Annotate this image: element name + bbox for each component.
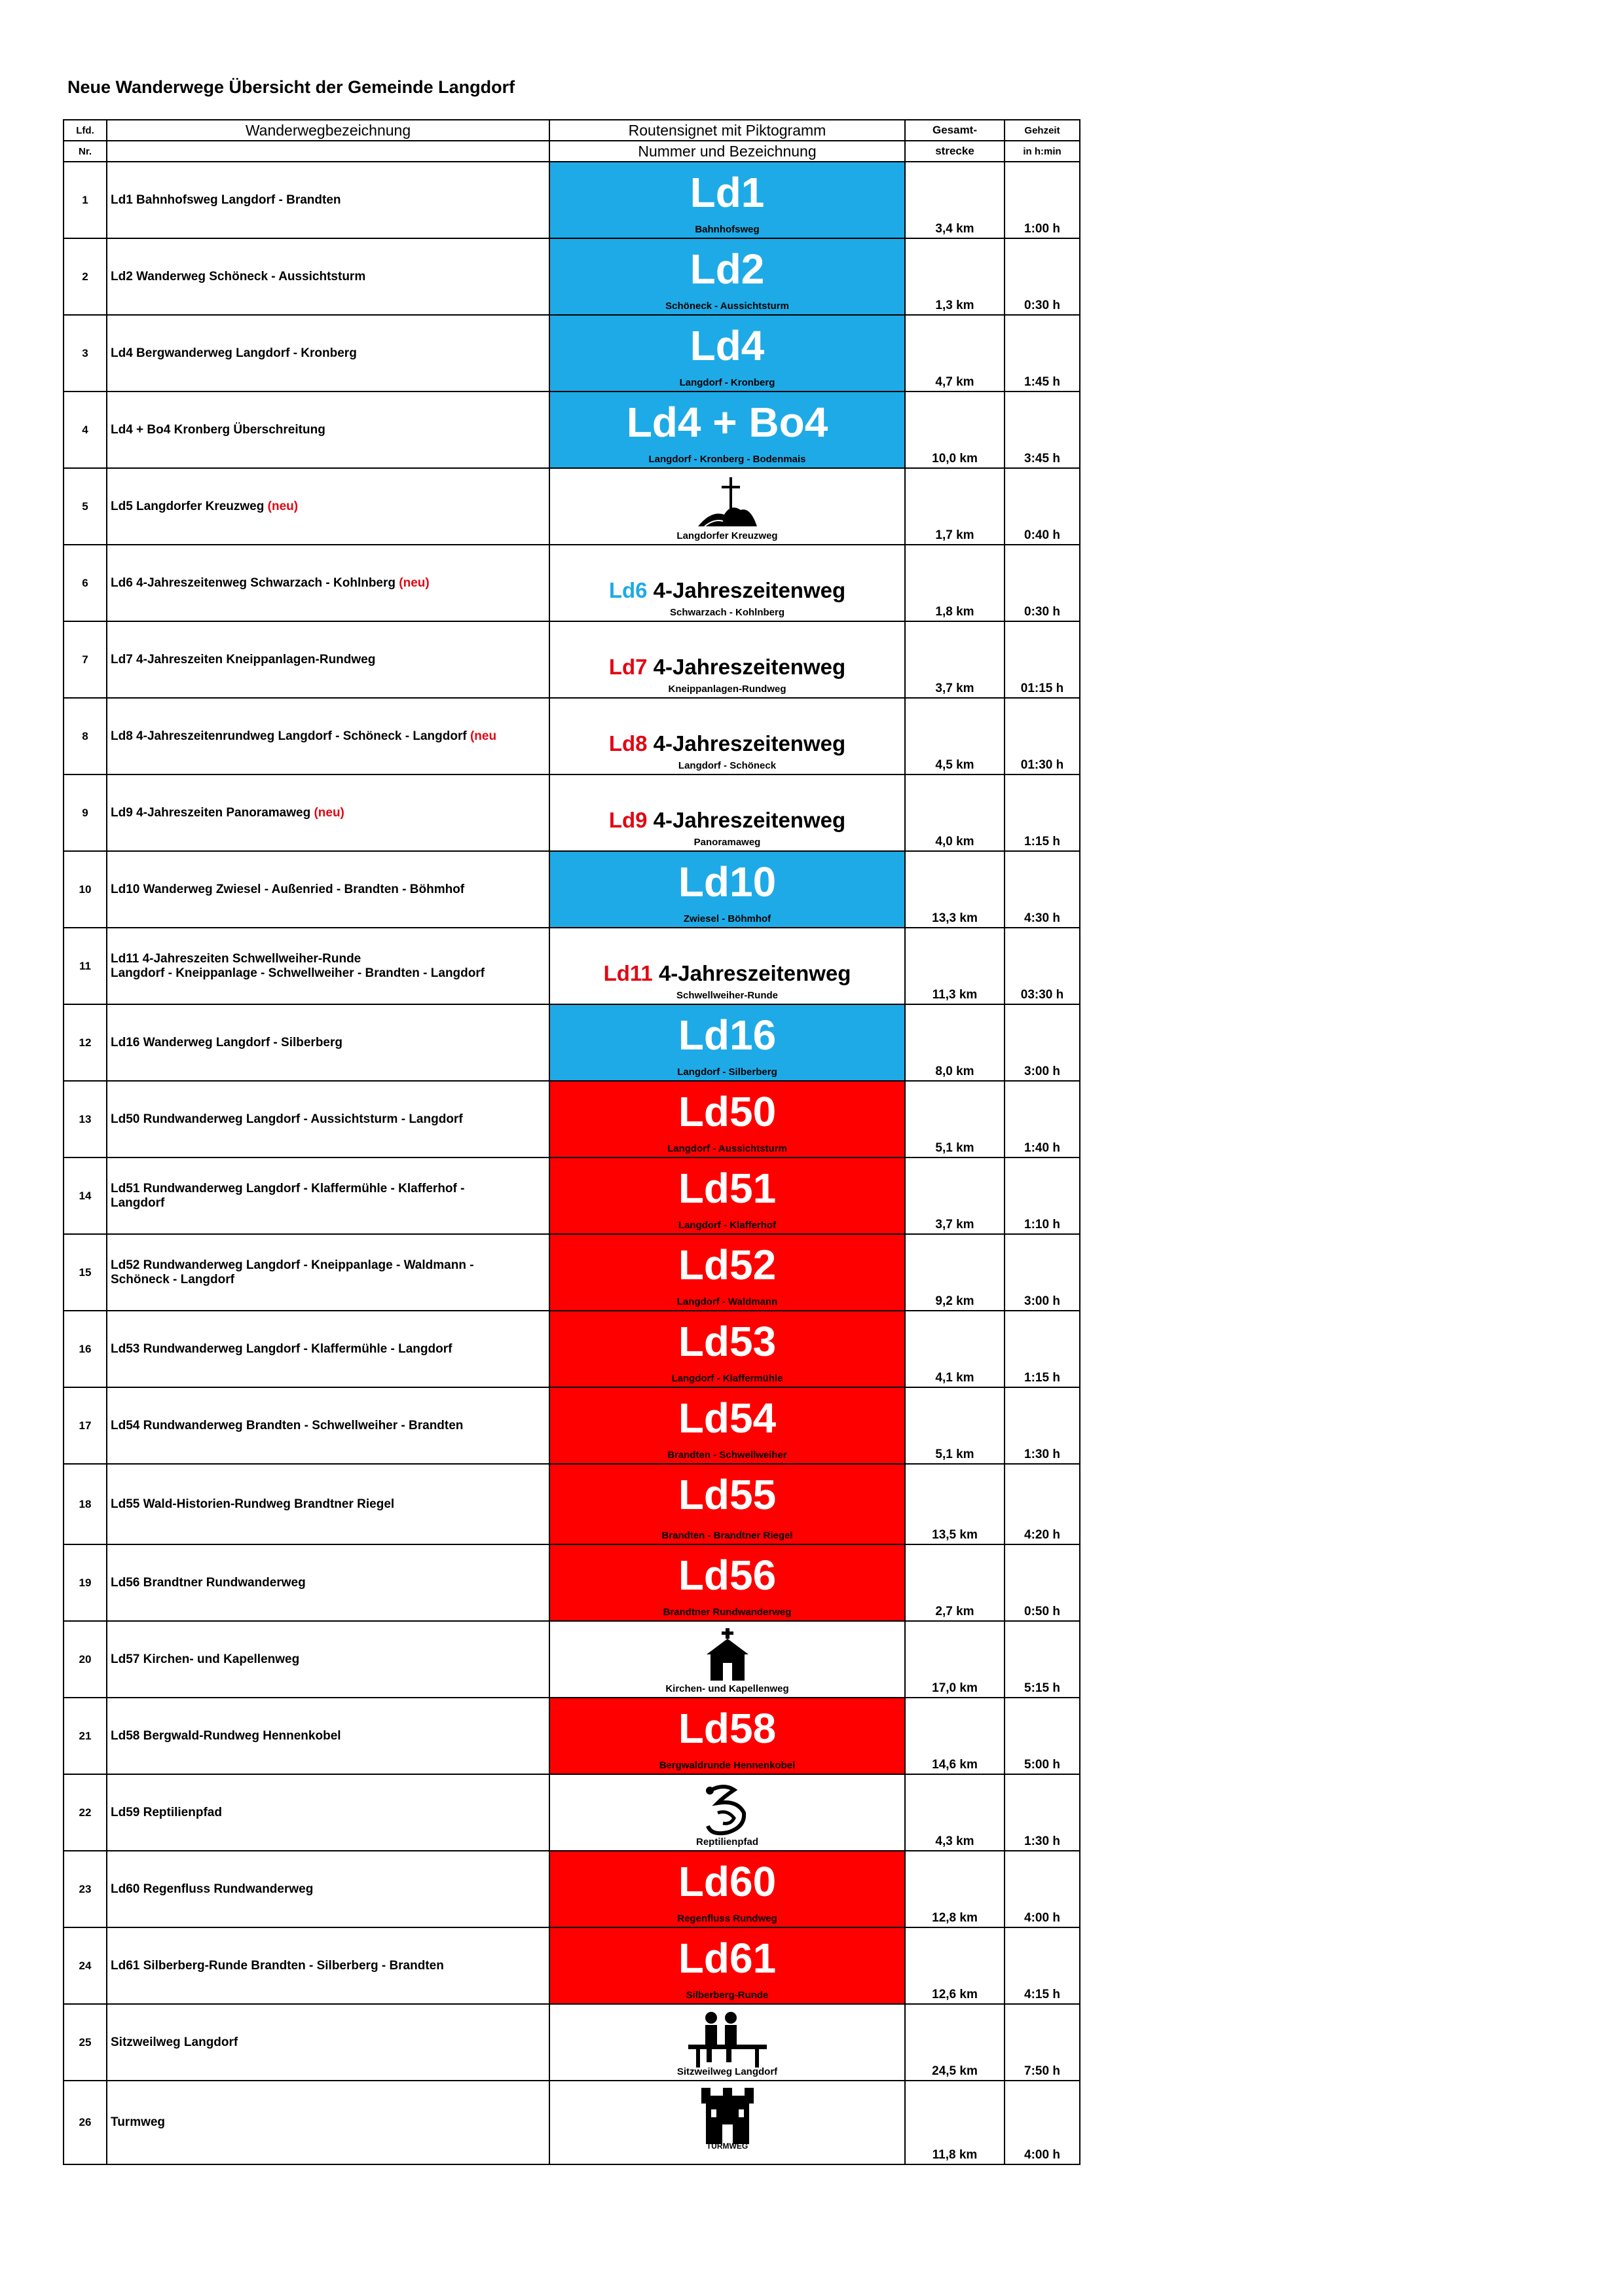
route-sign <box>549 1621 905 1698</box>
route-subtitle: Zwiesel - Böhmhof <box>683 913 771 924</box>
trail-name-text: Sitzweilweg Langdorf <box>111 2035 238 2049</box>
route-subtitle: Kirchen- und Kapellenweg <box>665 1683 789 1694</box>
total-distance: 12,8 km <box>905 1851 1005 1927</box>
route-label <box>550 655 904 680</box>
trail-name <box>107 468 549 545</box>
trail-name-line2: Schöneck - Langdorf <box>111 1272 234 1286</box>
walking-time: 0:40 h <box>1005 468 1080 545</box>
trail-name-text: Ld58 Bergwald-Rundweg Hennenkobel <box>111 1728 341 1743</box>
table-row <box>64 315 1080 392</box>
row-number: 26 <box>64 2081 107 2164</box>
total-distance: 12,6 km <box>905 1927 1005 2004</box>
trail-name <box>107 392 549 468</box>
route-sign <box>549 315 905 392</box>
table-row <box>64 928 1080 1004</box>
trail-name <box>107 1387 549 1464</box>
route-code: Ld2 <box>690 246 765 293</box>
route-subtitle: Sitzweilweg Langdorf <box>676 2066 778 2077</box>
bench-people-icon <box>550 2010 904 2072</box>
route-subtitle: Regenfluss Rundweg <box>677 1913 777 1924</box>
trail-name <box>107 2004 549 2081</box>
total-distance: 13,3 km <box>905 851 1005 928</box>
walking-time: 1:30 h <box>1005 1387 1080 1464</box>
header-nr: Nr. <box>64 141 107 162</box>
trail-name-text: Ld60 Regenfluss Rundwanderweg <box>111 1882 314 1896</box>
trail-name-text: Ld51 Rundwanderweg Langdorf - Klaffermühle - Klafferhof - <box>111 1181 465 1195</box>
route-subtitle: Langdorf - Silberberg <box>677 1066 777 1078</box>
walking-time: 1:10 h <box>1005 1157 1080 1234</box>
trail-name <box>107 1464 549 1544</box>
route-sign <box>549 392 905 468</box>
row-number: 14 <box>64 1157 107 1234</box>
route-code: Ld4 <box>690 322 765 369</box>
trail-name <box>107 1004 549 1081</box>
table-row <box>64 698 1080 774</box>
table-row <box>64 1387 1080 1464</box>
total-distance: 1,3 km <box>905 238 1005 315</box>
route-code: Ld4 + Bo4 <box>626 399 828 446</box>
walking-time: 0:50 h <box>1005 1544 1080 1621</box>
route-sign <box>549 1464 905 1544</box>
route-sign <box>549 545 905 621</box>
table-row <box>64 1851 1080 1927</box>
route-sign <box>549 774 905 851</box>
total-distance: 5,1 km <box>905 1387 1005 1464</box>
trail-name-text: Ld16 Wanderweg Langdorf - Silberberg <box>111 1035 342 1049</box>
route-sign <box>549 468 905 545</box>
trail-name-text: Ld7 4-Jahreszeiten Kneippanlagen-Rundweg <box>111 652 376 666</box>
route-code: Ld6 <box>608 578 648 602</box>
trail-name-text: Ld59 Reptilienpfad <box>111 1805 222 1819</box>
trail-name <box>107 162 549 238</box>
total-distance: 4,0 km <box>905 774 1005 851</box>
route-sign <box>549 698 905 774</box>
trail-name <box>107 1081 549 1157</box>
trail-name-text: Ld6 4-Jahreszeitenweg Schwarzach - Kohlnberg <box>111 575 396 590</box>
row-number: 2 <box>64 238 107 315</box>
route-sign <box>549 1387 905 1464</box>
row-number: 11 <box>64 928 107 1004</box>
row-number: 5 <box>64 468 107 545</box>
route-code: Ld52 <box>678 1241 777 1288</box>
table-row <box>64 468 1080 545</box>
route-code: Ld55 <box>678 1471 777 1518</box>
table-row <box>64 2004 1080 2081</box>
route-subtitle: Langdorf - Klaffermühle <box>671 1373 783 1384</box>
trail-name-text: Ld54 Rundwanderweg Brandten - Schwellweiher - Brandten <box>111 1418 464 1432</box>
route-code: Ld16 <box>678 1011 777 1059</box>
route-code: Ld50 <box>678 1088 777 1135</box>
trail-name <box>107 1698 549 1774</box>
trail-name-text: Ld4 + Bo4 Kronberg Überschreitung <box>111 422 325 437</box>
walking-time: 03:30 h <box>1005 928 1080 1004</box>
walking-time: 5:00 h <box>1005 1698 1080 1774</box>
route-sign <box>549 1927 905 2004</box>
route-subtitle: Reptilienpfad <box>695 1836 758 1848</box>
route-subtitle: Langdorf - Klafferhof <box>678 1220 777 1231</box>
route-code: Ld1 <box>690 169 765 216</box>
walking-time: 5:15 h <box>1005 1621 1080 1698</box>
route-label <box>550 808 904 833</box>
table-row <box>64 774 1080 851</box>
walking-time: 0:30 h <box>1005 545 1080 621</box>
header-row-1 <box>64 120 1080 141</box>
snake-icon <box>550 1780 904 1842</box>
total-distance: 10,0 km <box>905 392 1005 468</box>
table-row <box>64 1004 1080 1081</box>
table-row <box>64 1157 1080 1234</box>
route-subtitle: Langdorf - Kronberg <box>679 377 775 388</box>
route-code: Ld53 <box>678 1318 777 1365</box>
row-number: 24 <box>64 1927 107 2004</box>
row-number: 9 <box>64 774 107 851</box>
route-label-text: 4-Jahreszeitenweg <box>647 808 846 832</box>
header-dist: Gesamt- <box>905 120 1005 141</box>
trail-name-text: Turmweg <box>111 2115 166 2129</box>
row-number: 3 <box>64 315 107 392</box>
total-distance: 11,8 km <box>905 2081 1005 2164</box>
route-subtitle: Langdorfer Kreuzweg <box>676 530 778 541</box>
walking-time: 4:30 h <box>1005 851 1080 928</box>
trail-name <box>107 851 549 928</box>
row-number: 8 <box>64 698 107 774</box>
header-route-sub: Nummer und Bezeichnung <box>549 141 905 162</box>
table-row <box>64 621 1080 698</box>
route-label-text: 4-Jahreszeitenweg <box>647 578 846 602</box>
total-distance: 11,3 km <box>905 928 1005 1004</box>
row-number: 13 <box>64 1081 107 1157</box>
trail-name-text: Ld50 Rundwanderweg Langdorf - Aussichtsturm - Langdorf <box>111 1112 463 1126</box>
route-label <box>550 578 904 603</box>
table-row <box>64 1464 1080 1544</box>
route-sign <box>549 1544 905 1621</box>
row-number: 20 <box>64 1621 107 1698</box>
trail-name-text: Ld52 Rundwanderweg Langdorf - Kneippanlage - Waldmann - <box>111 1258 474 1272</box>
walking-time: 1:15 h <box>1005 1311 1080 1387</box>
table-row <box>64 1081 1080 1157</box>
route-sign <box>549 162 905 238</box>
total-distance: 3,7 km <box>905 621 1005 698</box>
total-distance: 3,4 km <box>905 162 1005 238</box>
route-code: Ld9 <box>608 808 648 832</box>
walking-time: 3:00 h <box>1005 1004 1080 1081</box>
page-title: Neue Wanderwege Übersicht der Gemeinde Langdorf <box>67 77 515 97</box>
trail-name-text: Ld9 4-Jahreszeiten Panoramaweg <box>111 805 311 820</box>
table-row <box>64 238 1080 315</box>
total-distance: 1,8 km <box>905 545 1005 621</box>
route-subtitle: Bergwaldrunde Hennenkobel <box>659 1760 796 1771</box>
route-code: Ld11 <box>603 961 653 985</box>
route-subtitle: Brandten - Schwellweiher <box>667 1449 787 1461</box>
route-code: Ld10 <box>678 858 777 905</box>
route-subtitle: Brandtner Rundwanderweg <box>663 1607 792 1618</box>
total-distance: 13,5 km <box>905 1464 1005 1544</box>
row-number: 23 <box>64 1851 107 1927</box>
trail-name-text: Ld56 Brandtner Rundwanderweg <box>111 1575 306 1590</box>
route-sign <box>549 1774 905 1851</box>
total-distance: 2,7 km <box>905 1544 1005 1621</box>
route-subtitle: Schwarzach - Kohlnberg <box>669 607 785 618</box>
trail-name-line2: Langdorf <box>111 1195 165 1210</box>
row-number: 17 <box>64 1387 107 1464</box>
route-subtitle: TURMWEG <box>706 2141 748 2151</box>
row-number: 25 <box>64 2004 107 2081</box>
chapel-icon <box>550 1627 904 1686</box>
row-number: 18 <box>64 1464 107 1544</box>
trail-name <box>107 1621 549 1698</box>
walking-time: 01:30 h <box>1005 698 1080 774</box>
table-row <box>64 545 1080 621</box>
row-number: 12 <box>64 1004 107 1081</box>
route-code: Ld7 <box>608 655 648 679</box>
walking-time: 3:00 h <box>1005 1234 1080 1311</box>
walking-time: 4:15 h <box>1005 1927 1080 2004</box>
route-sign <box>549 928 905 1004</box>
route-code: Ld51 <box>678 1165 777 1212</box>
total-distance: 14,6 km <box>905 1698 1005 1774</box>
route-label <box>550 731 904 756</box>
trail-name <box>107 621 549 698</box>
trail-name <box>107 1311 549 1387</box>
walking-time: 1:45 h <box>1005 315 1080 392</box>
route-code: Ld8 <box>608 731 648 756</box>
route-subtitle: Schöneck - Aussichtsturm <box>665 301 789 312</box>
total-distance: 24,5 km <box>905 2004 1005 2081</box>
route-subtitle: Langdorf - Aussichtsturm <box>667 1143 787 1154</box>
route-sign <box>549 1311 905 1387</box>
new-marker: (neu) <box>314 805 344 820</box>
header-dist-sub: strecke <box>905 141 1005 162</box>
header-name: Wanderwegbezeichnung <box>107 120 549 141</box>
route-label-text: 4-Jahreszeitenweg <box>647 731 846 756</box>
route-sign <box>549 1081 905 1157</box>
trail-name <box>107 1544 549 1621</box>
walking-time: 0:30 h <box>1005 238 1080 315</box>
trail-name-text: Ld53 Rundwanderweg Langdorf - Klaffermühle - Langdorf <box>111 1341 452 1356</box>
walking-time: 1:30 h <box>1005 1774 1080 1851</box>
trail-name-text: Ld55 Wald-Historien-Rundweg Brandtner Riegel <box>111 1497 395 1511</box>
table-row <box>64 1621 1080 1698</box>
trail-name <box>107 2081 549 2164</box>
walking-time: 4:20 h <box>1005 1464 1080 1544</box>
trail-name-text: Ld5 Langdorfer Kreuzweg <box>111 499 265 513</box>
trail-name <box>107 545 549 621</box>
row-number: 19 <box>64 1544 107 1621</box>
total-distance: 17,0 km <box>905 1621 1005 1698</box>
trail-name <box>107 315 549 392</box>
row-number: 16 <box>64 1311 107 1387</box>
trail-name <box>107 698 549 774</box>
trail-name <box>107 1774 549 1851</box>
trail-table <box>63 119 1080 2165</box>
total-distance: 9,2 km <box>905 1234 1005 1311</box>
trail-name-line2: Langdorf - Kneippanlage - Schwellweiher - Brandten - Langdorf <box>111 966 485 980</box>
route-sign <box>549 1004 905 1081</box>
total-distance: 1,7 km <box>905 468 1005 545</box>
row-number: 4 <box>64 392 107 468</box>
route-code: Ld60 <box>678 1858 777 1905</box>
trail-name <box>107 1927 549 2004</box>
total-distance: 3,7 km <box>905 1157 1005 1234</box>
trail-name <box>107 1234 549 1311</box>
header-empty <box>107 141 549 162</box>
row-number: 7 <box>64 621 107 698</box>
route-code: Ld56 <box>678 1552 777 1599</box>
trail-name-text: Ld8 4-Jahreszeitenrundweg Langdorf - Schöneck - Langdorf <box>111 729 467 743</box>
row-number: 6 <box>64 545 107 621</box>
walking-time: 1:00 h <box>1005 162 1080 238</box>
header-route: Routensignet mit Piktogramm <box>549 120 905 141</box>
new-marker: (neu <box>470 729 497 743</box>
walking-time: 1:15 h <box>1005 774 1080 851</box>
route-subtitle: Kneippanlagen-Rundweg <box>668 683 786 695</box>
total-distance: 4,5 km <box>905 698 1005 774</box>
total-distance: 5,1 km <box>905 1081 1005 1157</box>
table-row <box>64 1927 1080 2004</box>
row-number: 21 <box>64 1698 107 1774</box>
total-distance: 4,1 km <box>905 1311 1005 1387</box>
route-subtitle: Schwellweiher-Runde <box>676 990 779 1001</box>
route-label <box>550 961 904 986</box>
table-row <box>64 851 1080 928</box>
trail-name-text: Ld11 4-Jahreszeiten Schwellweiher-Runde <box>111 951 361 966</box>
total-distance: 4,3 km <box>905 1774 1005 1851</box>
route-sign <box>549 851 905 928</box>
route-code: Ld58 <box>678 1705 777 1752</box>
route-subtitle: Langdorf - Waldmann <box>676 1296 778 1307</box>
trail-name <box>107 238 549 315</box>
row-number: 22 <box>64 1774 107 1851</box>
trail-name-text: Ld4 Bergwanderweg Langdorf - Kronberg <box>111 346 357 360</box>
route-subtitle: Silberberg-Runde <box>686 1990 769 2001</box>
header-row-2 <box>64 141 1080 162</box>
row-number: 15 <box>64 1234 107 1311</box>
route-subtitle: Bahnhofsweg <box>695 224 760 235</box>
route-subtitle: Langdorf - Kronberg - Bodenmais <box>648 454 806 465</box>
table-row <box>64 1544 1080 1621</box>
trail-name-text: Ld61 Silberberg-Runde Brandten - Silberberg - Brandten <box>111 1958 444 1973</box>
header-lfd: Lfd. <box>64 120 107 141</box>
route-code: Ld54 <box>678 1394 777 1442</box>
route-subtitle: Brandten - Brandtner Riegel <box>661 1530 793 1541</box>
new-marker: (neu) <box>267 499 299 513</box>
total-distance: 8,0 km <box>905 1004 1005 1081</box>
row-number: 10 <box>64 851 107 928</box>
trail-name-text: Ld2 Wanderweg Schöneck - Aussichtsturm <box>111 269 366 283</box>
route-sign <box>549 1157 905 1234</box>
route-sign <box>549 1851 905 1927</box>
route-label-text: 4-Jahreszeitenweg <box>652 961 851 985</box>
table-row <box>64 1311 1080 1387</box>
route-sign <box>549 2081 905 2164</box>
trail-name <box>107 928 549 1004</box>
trail-name <box>107 1157 549 1234</box>
walking-time: 4:00 h <box>1005 1851 1080 1927</box>
table-row <box>64 2081 1080 2164</box>
trail-name <box>107 1851 549 1927</box>
route-subtitle: Panoramaweg <box>693 837 761 848</box>
walking-time: 7:50 h <box>1005 2004 1080 2081</box>
route-sign <box>549 621 905 698</box>
route-sign <box>549 238 905 315</box>
trail-name-text: Ld1 Bahnhofsweg Langdorf - Brandten <box>111 192 341 207</box>
table-row <box>64 1774 1080 1851</box>
trail-name <box>107 774 549 851</box>
table-row <box>64 1234 1080 1311</box>
route-code: Ld61 <box>678 1935 777 1982</box>
route-label-text: 4-Jahreszeitenweg <box>647 655 846 679</box>
table-row <box>64 392 1080 468</box>
table-row <box>64 1698 1080 1774</box>
total-distance: 4,7 km <box>905 315 1005 392</box>
cross-hill-icon <box>550 474 904 536</box>
header-time: Gehzeit <box>1005 120 1080 141</box>
trail-name-text: Ld57 Kirchen- und Kapellenweg <box>111 1652 300 1666</box>
new-marker: (neu) <box>399 575 430 590</box>
walking-time: 1:40 h <box>1005 1081 1080 1157</box>
row-number: 1 <box>64 162 107 238</box>
header-time-sub: in h:min <box>1005 141 1080 162</box>
walking-time: 01:15 h <box>1005 621 1080 698</box>
table-row <box>64 162 1080 238</box>
trail-name-text: Ld10 Wanderweg Zwiesel - Außenried - Brandten - Böhmhof <box>111 882 465 896</box>
route-sign <box>549 2004 905 2081</box>
route-sign <box>549 1234 905 1311</box>
walking-time: 3:45 h <box>1005 392 1080 468</box>
route-sign <box>549 1698 905 1774</box>
walking-time: 4:00 h <box>1005 2081 1080 2164</box>
route-subtitle: Langdorf - Schöneck <box>678 760 777 771</box>
